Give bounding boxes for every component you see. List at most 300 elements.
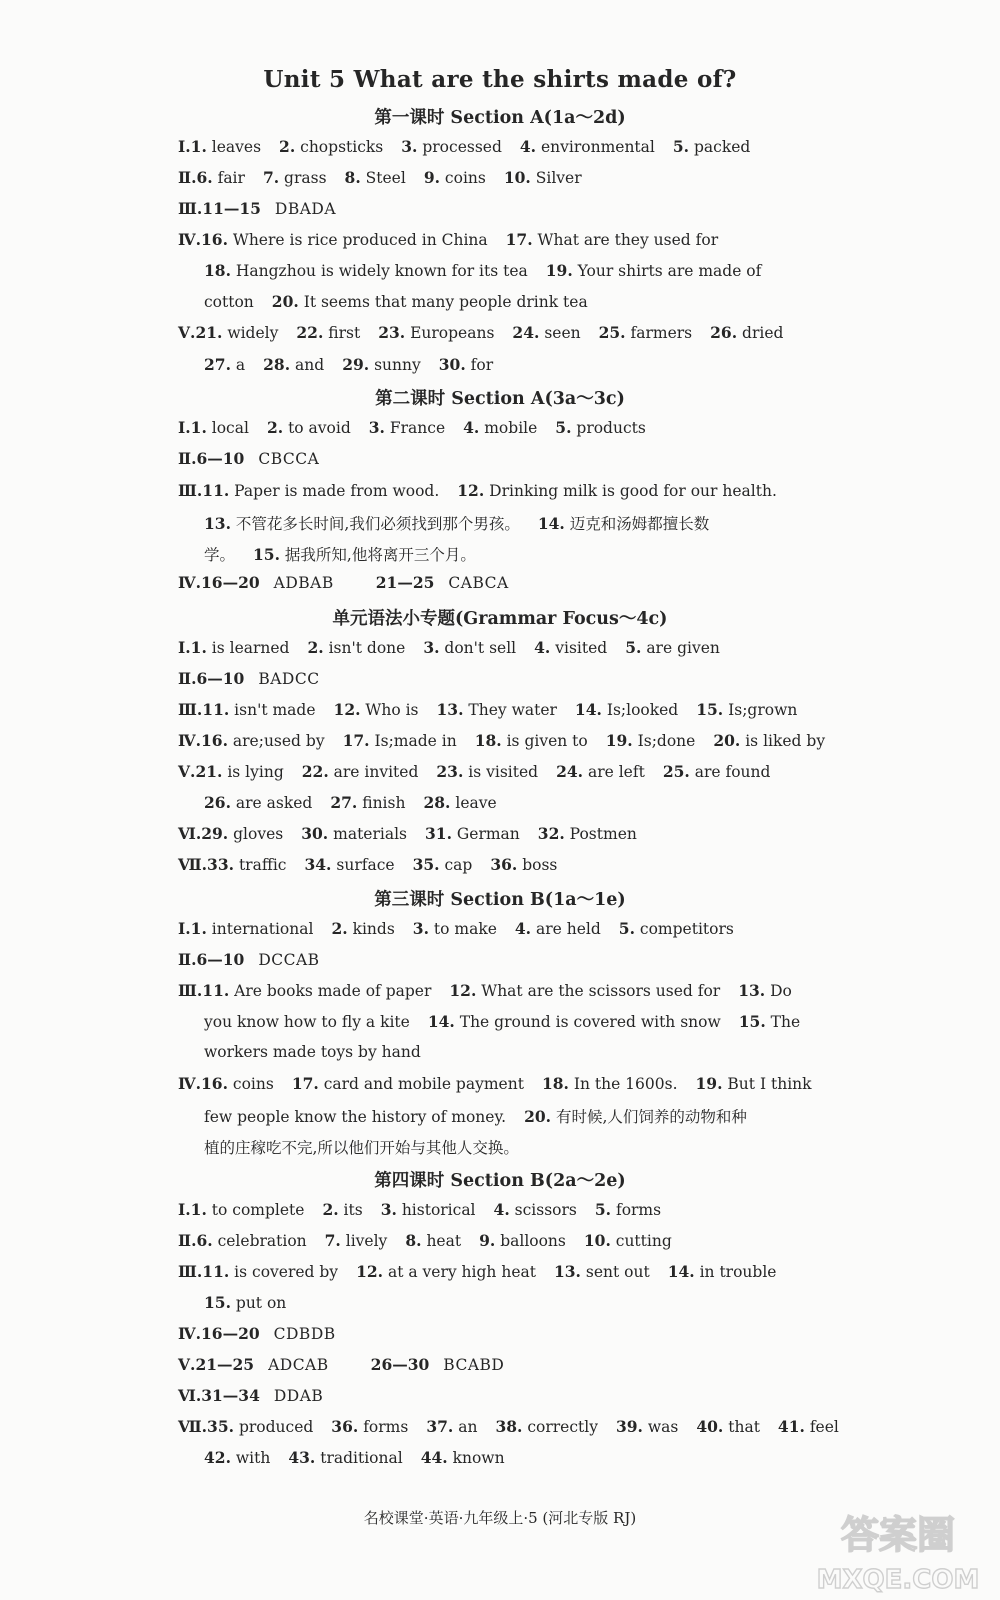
answer-text: for [465,356,494,374]
question-number: 11. [202,981,230,1000]
answer-line [204,1293,304,1312]
roman-numeral: Ⅶ. [178,1417,208,1436]
answer-line [204,793,515,812]
answer-line [178,669,362,688]
question-number: 17. [342,731,370,750]
answer-text: grass [279,169,327,187]
answer-item [204,355,245,374]
answer-item [325,1231,388,1250]
question-number: 13. [204,514,231,533]
question-number: 40. [696,1417,724,1436]
question-number: 28. [423,793,451,812]
question-number: 4. [463,418,480,437]
answer-line [178,323,801,342]
answer-text: What are they used for [532,231,719,249]
answer-item [425,824,520,843]
question-number: 7. [324,1231,341,1250]
answer-item [196,449,343,468]
answer-text: 植的庄稼吃不完,所以他们开始与其他人交换。 [204,1139,519,1157]
answer-text: historical [396,1201,476,1219]
question-number: 35. [412,855,440,874]
answer-item [263,168,327,187]
question-number: 41. [777,1417,805,1436]
question-number: 5. [618,919,635,938]
roman-numeral: Ⅰ. [178,1200,191,1219]
answer-text: correctly [522,1418,598,1436]
answer-text: France [384,419,446,437]
question-number: 4. [514,919,532,938]
roman-numeral: Ⅲ. [178,981,203,1000]
answer-item [520,137,655,156]
answer-text: is liked by [740,732,826,750]
answer-item [436,762,538,781]
question-number: 7. [262,168,280,187]
answer-text: Hangzhou is widely known for its tea [230,262,528,280]
answer-item [191,919,314,938]
answer-text: seen [539,324,581,342]
answer-text: cap [439,856,473,874]
answer-item [439,355,493,374]
answer-item [196,669,343,688]
answer-text: Are books made of paper [229,982,432,1000]
answer-line [178,199,378,218]
answer-item [437,700,557,719]
question-number: 33. [207,855,235,874]
answer-line [178,1231,690,1250]
question-number: 3. [401,137,418,156]
answer-text: is visited [463,763,539,781]
question-number: 27. [204,355,231,374]
question-number: 18. [474,731,502,750]
question-number: 13. [738,981,766,1000]
question-number: 12. [356,1262,384,1281]
answer-text: widely [222,324,279,342]
answer-text: German [451,825,520,843]
answer-text: Your shirts are made of [572,262,762,280]
answer-item [506,230,718,249]
answer-line [178,418,664,437]
answer-text: forms [611,1201,662,1219]
answer-text: Drinking milk is good for our health. [484,482,777,500]
answer-text: is given to [501,732,588,750]
question-number: 4. [534,638,551,657]
answer-line [178,1200,679,1219]
question-number: 20. [713,731,741,750]
question-number: 2. [279,137,296,156]
answer-item [494,1200,577,1219]
answer-text: CABCA [448,574,509,592]
question-number: 22. [301,762,329,781]
answer-item [371,1355,529,1374]
answer-item [204,1448,270,1467]
answer-text: competitors [634,920,734,938]
answer-text: that [723,1418,760,1436]
question-number: 2. [322,1200,339,1219]
answer-item [479,1231,566,1250]
question-number: 20. [271,292,299,311]
question-number: 12. [457,481,485,500]
question-number: 2. [331,919,348,938]
answer-item [710,323,783,342]
answer-text: card and mobile payment [318,1075,524,1093]
question-number: 25. [598,323,626,342]
answer-text: They water [463,701,557,719]
roman-numeral: Ⅵ. [178,1386,202,1405]
answer-text: farmers [625,324,693,342]
question-number: 9. [479,1231,496,1250]
question-number: 30. [438,355,466,374]
answer-item [201,1074,274,1093]
answer-item [778,1417,839,1436]
answer-line [178,1262,794,1281]
answer-text: environmental [536,138,655,156]
answer-text: at a very high heat [383,1263,536,1281]
question-number: 36. [490,855,518,874]
answer-line [178,1355,546,1374]
answer-line [178,855,575,874]
question-number: 11. [202,1262,230,1281]
answer-text: traffic [234,856,287,874]
answer-text: Do [765,982,792,1000]
answer-text: sent out [580,1263,650,1281]
answer-item [204,1136,519,1158]
question-number: 34. [304,855,332,874]
roman-numeral: Ⅳ. [178,1324,201,1343]
roman-numeral: Ⅳ. [178,1074,201,1093]
question-number: 42. [204,1448,231,1467]
answer-item [616,1417,678,1436]
answer-text: Steel [360,169,406,187]
answer-text: Silver [530,169,582,187]
question-number: 23. [378,323,406,342]
question-number: 17. [291,1074,319,1093]
answer-text: ADBAB [273,574,334,592]
roman-numeral: Ⅴ. [178,323,196,342]
answer-text: packed [689,138,751,156]
answer-text: feel [804,1418,839,1436]
answer-text: kinds [347,920,395,938]
roman-numeral: Ⅲ. [178,1262,203,1281]
answer-item [599,323,693,342]
question-number: 16. [201,1074,228,1093]
answer-line [178,824,655,843]
answer-text: Is;looked [601,701,679,719]
answer-item [201,230,488,249]
question-number: 2. [266,418,284,437]
answer-item [556,762,645,781]
answer-item [207,855,286,874]
question-number: 24. [512,323,540,342]
answer-line [178,638,738,657]
answer-item [334,700,419,719]
answer-text: coins [440,169,486,187]
answer-item [207,1417,313,1436]
answer-item [534,638,607,657]
roman-numeral: Ⅲ. [178,199,203,218]
answer-item [342,355,421,374]
answer-item [307,638,405,657]
question-number: 4. [493,1200,510,1219]
question-number: 3. [380,1200,397,1219]
question-number: 5. [625,638,642,657]
answer-line [178,481,795,500]
answer-item [457,481,777,500]
question-number: 8. [405,1231,422,1250]
answer-text: In the 1600s. [568,1075,678,1093]
section-heading-2: 第二课时 Section A(3a～3c) [375,389,625,409]
answer-text: was [642,1418,679,1436]
answer-text: known [447,1449,505,1467]
answer-item [279,137,383,156]
roman-numeral: Ⅵ. [178,824,202,843]
answer-item [292,1074,524,1093]
answer-text: cotton [204,293,254,311]
answer-item [331,1417,408,1436]
answer-line [178,573,551,592]
answer-item [413,919,497,938]
answer-item [201,731,325,750]
answer-item [343,731,457,750]
question-number: 27. [330,793,358,812]
answer-text: Postmen [564,825,637,843]
answer-item [191,638,290,657]
question-number: 16—20 [201,1324,260,1343]
answer-item [421,1448,505,1467]
answer-item [554,1262,650,1281]
question-number: 19. [695,1074,723,1093]
roman-numeral: Ⅰ. [178,638,191,657]
answer-item [330,793,405,812]
question-number: 16. [201,731,228,750]
answer-line [204,543,494,565]
answer-line [204,355,511,374]
question-number: 43. [288,1448,316,1467]
answer-text: But I think [722,1075,812,1093]
answer-item [204,1108,506,1126]
answer-line [178,1417,857,1436]
answer-text: 迈克和汤姆都擅长数 [564,515,710,533]
answer-text: a [230,356,246,374]
answer-item [356,1262,536,1281]
answer-item [542,1074,678,1093]
section-heading-3: 单元语法小专题(Grammar Focus～4c) [332,609,668,629]
answer-text: surface [331,856,395,874]
answer-line [178,1386,365,1405]
answer-text: dried [737,324,784,342]
answer-text: forms [358,1418,409,1436]
answer-text: first [323,324,361,342]
answer-item [253,543,476,565]
question-number: 39. [615,1417,643,1436]
answer-item [376,573,533,592]
answer-text: materials [328,825,407,843]
answer-item [619,919,734,938]
unit-title: Unit 5 What are the shirts made of? [263,66,737,93]
answer-item [413,855,473,874]
question-number: 4. [519,137,537,156]
answer-line [178,137,768,156]
question-number: 26—30 [370,1355,430,1374]
question-number: 14. [574,700,602,719]
answer-item [196,1231,306,1250]
question-number: 6—10 [196,449,245,468]
answer-item [204,543,235,565]
answer-text: Who is [360,701,419,719]
answer-text: with [230,1449,271,1467]
answer-text: 据我所知,他将离开三个月。 [279,546,476,564]
answer-item [546,261,762,280]
answer-line [178,1324,378,1343]
answer-line [204,1012,818,1031]
roman-numeral: Ⅱ. [178,669,197,688]
answer-text: mobile [479,419,538,437]
answer-item [196,168,244,187]
answer-item [272,292,588,311]
answer-item [331,919,394,938]
question-number: 20. [524,1107,552,1126]
answer-line [178,981,810,1000]
answer-text: sunny [369,356,421,374]
answer-text: leaves [206,138,262,156]
question-number: 25. [662,762,690,781]
answer-text: 不管花多长时间,我们必须找到那个男孩。 [230,515,520,533]
roman-numeral: Ⅲ. [178,481,203,500]
roman-numeral: Ⅰ. [178,418,191,437]
answer-item [504,168,582,187]
answer-text: international [206,920,314,938]
answer-item [195,323,278,342]
question-number: 6—10 [196,669,245,688]
question-number: 17. [505,230,533,249]
answer-item [696,700,797,719]
question-number: 10. [583,1231,611,1250]
answer-item [204,293,254,311]
answer-item [401,137,502,156]
roman-numeral: Ⅲ. [178,700,203,719]
roman-numeral: Ⅱ. [178,168,197,187]
answer-line [178,919,752,938]
roman-numeral: Ⅳ. [178,573,201,592]
answer-line [204,292,606,311]
answer-item [195,762,283,781]
answer-item [584,1231,672,1250]
answer-text: is covered by [229,1263,339,1281]
answer-text: are held [531,920,601,938]
answer-text: leave [450,794,497,812]
answer-text: isn't done [323,639,406,657]
question-number: 30. [301,824,329,843]
question-number: 18. [204,261,231,280]
answer-text: celebration [212,1232,307,1250]
question-number: 6—10 [196,950,245,969]
roman-numeral: Ⅰ. [178,919,191,938]
question-number: 21—25 [375,573,435,592]
answer-item [405,1231,461,1250]
answer-text: to make [428,920,497,938]
question-number: 37. [426,1417,454,1436]
answer-text: finish [357,794,406,812]
answer-line [204,1448,523,1467]
answer-line [178,731,843,750]
watermark-line1: 答案圈 [840,1513,956,1557]
answer-item [301,824,407,843]
question-number: 14. [537,514,565,533]
answer-item [423,793,496,812]
question-number: 9. [423,168,440,187]
answer-item [201,573,358,592]
question-number: 5. [594,1200,612,1219]
answer-item [304,855,394,874]
answer-line [178,1074,830,1093]
answer-item [201,1386,347,1405]
answer-item [196,950,343,969]
question-number: 11—15 [202,199,261,218]
answer-item [202,481,439,500]
answer-text: are;used by [227,732,325,750]
answer-text: in trouble [694,1263,777,1281]
answer-text: Paper is made from wood. [229,482,440,500]
answer-item [204,793,312,812]
answer-text: BADCC [258,670,320,688]
question-number: 10. [503,168,531,187]
question-number: 38. [495,1417,523,1436]
question-number: 14. [667,1262,695,1281]
answer-text: and [290,356,325,374]
answer-text: DBADA [274,200,337,218]
answer-text: balloons [495,1232,566,1250]
answer-item [663,762,771,781]
answer-text: products [571,419,646,437]
answer-line [204,1136,537,1158]
answer-item [302,762,419,781]
answer-item [426,1417,477,1436]
answer-text: The [765,1013,801,1031]
question-number: 12. [333,700,361,719]
question-number: 29. [342,355,370,374]
answer-item [515,919,601,938]
answer-item [202,199,360,218]
question-number: 3. [368,418,385,437]
answer-line [178,168,600,187]
roman-numeral: Ⅱ. [178,1231,197,1250]
answer-text: CDBDB [273,1325,336,1343]
section-heading-4: 第三课时 Section B(1a～1e) [374,890,626,910]
question-number: 11. [202,700,230,719]
answer-text: are found [689,763,771,781]
answer-item [696,1417,760,1436]
answer-item [204,1013,410,1031]
answer-item [202,981,431,1000]
answer-text: cutting [610,1232,672,1250]
question-number: 2. [307,638,324,657]
answer-text: gloves [228,825,284,843]
answer-text: to avoid [283,419,351,437]
question-number: 15. [696,700,724,719]
answer-text: coins [227,1075,274,1093]
answer-line [178,449,361,468]
answer-item [263,355,324,374]
answer-text: CBCCA [258,450,320,468]
answer-text: you know how to fly a kite [204,1013,410,1031]
answer-text: few people know the history of money. [204,1108,507,1126]
question-number: 14. [427,1012,455,1031]
answer-text: lively [340,1232,388,1250]
answer-line [178,950,362,969]
answer-text: It seems that many people drink tea [298,293,588,311]
answer-line [204,512,727,534]
answer-line [178,230,736,249]
answer-item [595,1200,661,1219]
